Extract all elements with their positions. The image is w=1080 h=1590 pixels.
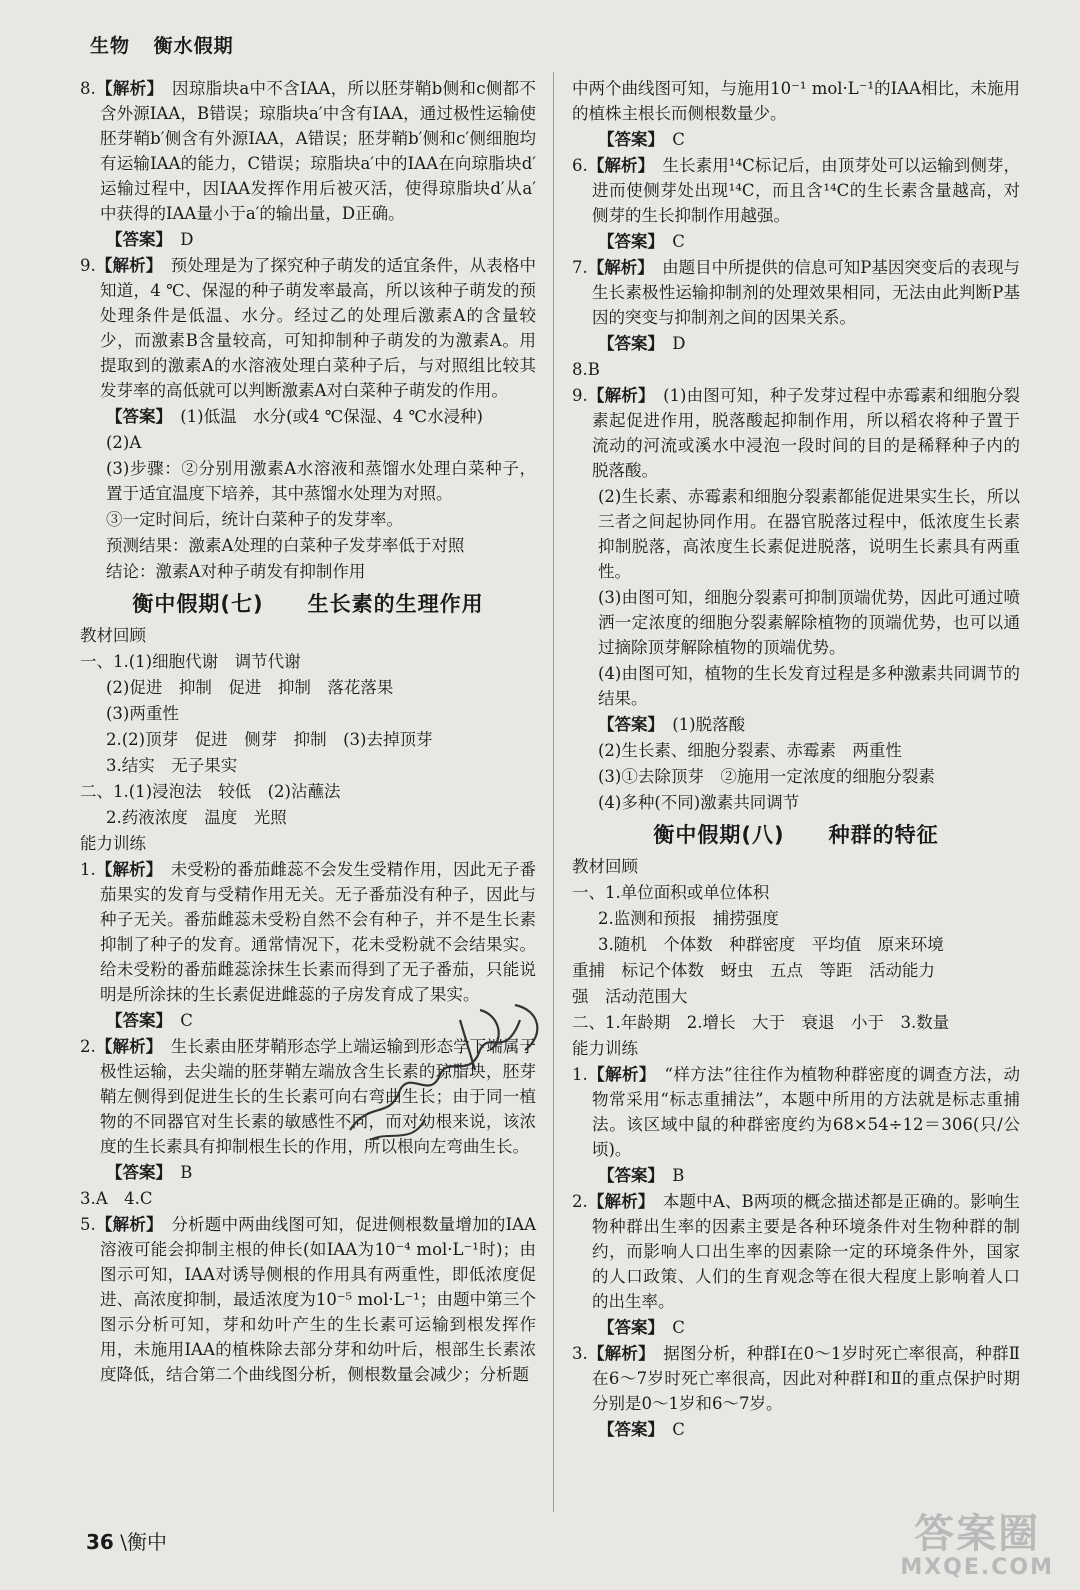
watermark-url: MXQE.COM bbox=[900, 1555, 1054, 1580]
q9-analysis: 9.【解析】 预处理是为了探究种子萌发的适宜条件，从表格中知道，4 ℃、保湿的种子萌发率最高，所以该种子萌发的预处理条件是低温、水分。经过乙的处理后激素A的含量较少，而激素B含量较高，可知抑制种子萌发的为激素A。用提取到的激素A的水溶液处理白菜种子后，与对照组比较其发芽率的高低就可以判断激素A对白菜种子萌发的作用。 bbox=[80, 256, 537, 400]
s2-analysis: 2.【解析】 本题中A、B两项的概念描述都是正确的。影响生物种群出生率的因素主要是各种环境条件对生物种群的制约，而影响人口出生率的因素除一定的环境条件外，国家的人口政策、人们的生育观念等在很大程度上影响着人口的出生率。 bbox=[572, 1192, 1021, 1311]
t9-answer-2: (2)生长素、细胞分裂素、赤霉素 两重性 bbox=[598, 741, 902, 760]
q9-answer-4: ③一定时间后，统计白菜种子的发芽率。 bbox=[106, 510, 403, 529]
review-line: 一、1.单位面积或单位体积 bbox=[572, 883, 770, 902]
q9-prediction: 预测结果：激素A处理的白菜种子发芽率低于对照 bbox=[106, 536, 465, 555]
page-number: 36 bbox=[86, 1530, 114, 1554]
watermark-logo bbox=[900, 1512, 1054, 1580]
section-title-7: 衡中假期(七) 生长素的生理作用 bbox=[132, 592, 484, 616]
t6-answer: 【答案】 C bbox=[598, 232, 685, 251]
review-line: 二、1.年龄期 2.增长 大于 衰退 小于 3.数量 bbox=[572, 1013, 950, 1032]
review-line: 重捕 标记个体数 蚜虫 五点 等距 活动能力 bbox=[572, 961, 935, 980]
s3-analysis: 3.【解析】 据图分析，种群Ⅰ在0～1岁时死亡率很高，种群Ⅱ在6～7岁时死亡率很高，因此对种群Ⅰ和Ⅱ的重点保护时期分别是0～1岁和6～7岁。 bbox=[572, 1344, 1021, 1413]
t9-answer-3: (3)①去除顶芽 ②施用一定浓度的细胞分裂素 bbox=[598, 767, 935, 786]
handwriting-scribble bbox=[330, 980, 560, 1150]
t9-answer: 【答案】 (1)脱落酸 bbox=[598, 715, 746, 734]
review-line: 一、1.(1)细胞代谢 调节代谢 bbox=[80, 652, 301, 671]
t3-t4-answers: 3.A 4.C bbox=[80, 1189, 153, 1208]
review-line: 2.监测和预报 捕捞强度 bbox=[598, 909, 779, 928]
review-line: 3.结实 无子果实 bbox=[106, 756, 238, 775]
review-line: 3.随机 个体数 种群密度 平均值 原来环境 bbox=[598, 935, 944, 954]
q9-answer: 【答案】 (1)低温 水分(或4 ℃保湿、4 ℃水浸种) bbox=[106, 407, 483, 426]
review-line: (2)促进 抑制 促进 抑制 落花落果 bbox=[106, 678, 394, 697]
t1-answer: 【答案】 C bbox=[106, 1011, 193, 1030]
q8-analysis: 8.【解析】 因琼脂块a中不含IAA，所以胚芽鞘b侧和c侧都不含外源IAA，B错误；琼脂块a′中含有IAA，通过极性运输使胚芽鞘b′侧含有外源IAA，A错误；胚芽鞘b′侧和c′侧细胞均有运输IAA的能力，C错误；琼脂块a′中的IAA在向琼脂块d′运输过程中，因IAA发挥作用后被灭活，使得琼脂块d′从a′中获得的IAA量小于a′的输出量，D正确。 bbox=[80, 79, 537, 223]
t9-analysis-2: (2)生长素、赤霉素和细胞分裂素都能促进果实生长，所以三者之间起协同作用。在器官脱落过程中，低浓度生长素抑制脱落，高浓度生长素促进脱落，说明生长素具有两重性。 bbox=[598, 487, 1020, 581]
t8-answer: 8.B bbox=[572, 360, 600, 379]
review-line: 2.药液浓度 温度 光照 bbox=[106, 808, 287, 827]
subject-label: 生物 bbox=[90, 35, 131, 57]
footer-separator: \ bbox=[120, 1530, 127, 1554]
t2-answer: 【答案】 B bbox=[106, 1163, 193, 1182]
left-column bbox=[80, 76, 536, 1388]
review-line: 强 活动范围大 bbox=[572, 987, 688, 1006]
t2-analysis: 2.【解析】 生长素由胚芽鞘形态学上端运输到形态学下端属于极性运输，去尖端的胚芽鞘左端放含生长素的琼脂块，胚芽鞘左侧得到促进生长的生长素可向右弯曲生长；由于同一植物的不同器官对生长素的敏感性不同，而对幼根来说，该浓度的生长素具有抑制根生长的作用，所以根向左弯曲生长。 bbox=[80, 1037, 537, 1156]
t9-answer-4: (4)多种(不同)激素共同调节 bbox=[598, 793, 800, 812]
review-line: 二、1.(1)浸泡法 较低 (2)沾蘸法 bbox=[80, 782, 341, 801]
review-line: 2.(2)顶芽 促进 侧芽 抑制 (3)去掉顶芽 bbox=[106, 730, 433, 749]
column-divider bbox=[553, 72, 554, 1512]
series-label: 衡水假期 bbox=[153, 35, 234, 57]
review-label: 教材回顾 bbox=[572, 857, 638, 876]
s2-answer: 【答案】 C bbox=[598, 1318, 685, 1337]
t9-analysis: 9.【解析】 (1)由图可知，种子发芽过程中赤霉素和细胞分裂素起促进作用，脱落酸起抑制作用，所以稻农将种子置于流动的河流或溪水中浸泡一段时间的目的是稀释种子内的脱落酸。 bbox=[572, 386, 1021, 480]
s1-answer: 【答案】 B bbox=[598, 1166, 685, 1185]
review-line: (3)两重性 bbox=[106, 704, 179, 723]
page-header bbox=[90, 34, 250, 59]
t9-analysis-3: (3)由图可知，细胞分裂素可抑制顶端优势，因此可通过喷洒一定浓度的细胞分裂素解除植物的顶端优势，也可以通过摘除顶芽解除植物的顶端优势。 bbox=[598, 588, 1020, 657]
section-title-8: 衡中假期(八) 种群的特征 bbox=[653, 823, 939, 847]
s3-answer: 【答案】 C bbox=[598, 1420, 685, 1439]
review-label: 教材回顾 bbox=[80, 626, 146, 645]
t5-analysis-continued: 中两个曲线图可知，与施用10⁻¹ mol·L⁻¹的IAA相比，未施用的植株主根长而侧根数量少。 bbox=[572, 79, 1020, 123]
t1-analysis: 1.【解析】 未受粉的番茄雌蕊不会发生受精作用，因此无子番茄果实的发育与受精作用无关。无子番茄没有种子，因此与种子无关。番茄雌蕊未受粉自然不会有种子，并不是生长素抑制了种子的发育。通常情况下，花未受粉就不会结果实。给未受粉的番茄雌蕊涂抹生长素而得到了无子番茄，只能说明是所涂抹的生长素促进雌蕊的子房发育成了果实。 bbox=[80, 860, 537, 1004]
page-footer bbox=[86, 1530, 167, 1555]
training-label: 能力训练 bbox=[572, 1039, 638, 1058]
s1-analysis: 1.【解析】 “样方法”往往作为植物种群密度的调查方法，动物常采用“标志重捕法”，本题中所用的方法就是标志重捕法。该区域中鼠的种群密度约为68×54÷12＝306(只/公顷)。 bbox=[572, 1065, 1021, 1159]
t5-answer: 【答案】 C bbox=[598, 130, 685, 149]
t6-analysis: 6.【解析】 生长素用¹⁴C标记后，由顶芽处可以运输到侧芽，进而使侧芽处出现¹⁴C，而且含¹⁴C的生长素含量越高，对侧芽的生长抑制作用越强。 bbox=[572, 156, 1021, 225]
q9-answer-3: (3)步骤：②分别用激素A水溶液和蒸馏水处理白菜种子，置于适宜温度下培养，其中蒸馏水处理为对照。 bbox=[106, 459, 536, 503]
q9-conclusion: 结论：激素A对种子萌发有抑制作用 bbox=[106, 562, 366, 581]
training-label: 能力训练 bbox=[80, 834, 146, 853]
t7-answer: 【答案】 D bbox=[598, 334, 686, 353]
footer-label: 衡中 bbox=[126, 1530, 167, 1554]
q9-answer-2: (2)A bbox=[106, 433, 142, 452]
watermark-text: 答案圈 bbox=[914, 1511, 1041, 1557]
t7-analysis: 7.【解析】 由题目中所提供的信息可知P基因突变后的表现与生长素极性运输抑制剂的处理效果相同，无法由此判断P基因的突变与抑制剂之间的因果关系。 bbox=[572, 258, 1020, 327]
t9-analysis-4: (4)由图可知，植物的生长发育过程是多种激素共同调节的结果。 bbox=[598, 664, 1020, 708]
right-column bbox=[572, 76, 1020, 1443]
t5-analysis: 5.【解析】 分析题中两曲线图可知，促进侧根数量增加的IAA溶液可能会抑制主根的伸长(如IAA为10⁻⁴ mol·L⁻¹时)；由图示可知，IAA对诱导侧根的作用具有两重性，即低浓度促进、高浓度抑制，最适浓度为10⁻⁵ mol·L⁻¹；由题中第三个图示分析可知，芽和幼叶产生的生长素可运输到根发挥作用，未施用IAA的植株除去部分芽和幼叶后，根部生长素浓度降低，结合第二个曲线图分析，侧根数量会减少；分析题 bbox=[80, 1215, 537, 1384]
q8-answer: 【答案】 D bbox=[106, 230, 194, 249]
